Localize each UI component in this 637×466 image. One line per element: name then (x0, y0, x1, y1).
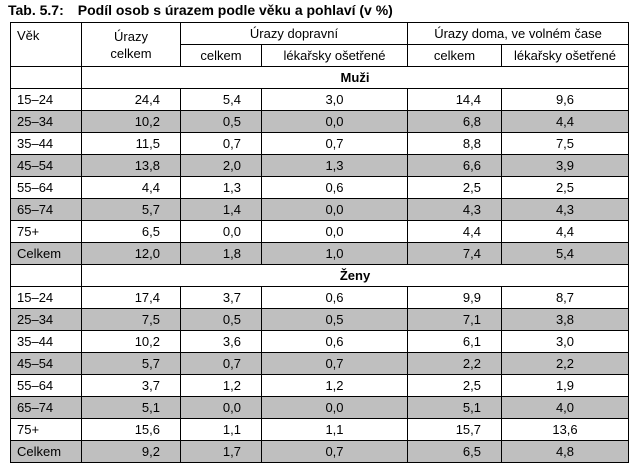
age-cell: 75+ (11, 419, 82, 441)
injury-table (10, 22, 629, 463)
home-treated-cell: 2,5 (502, 177, 629, 199)
total-cell: 24,4 (82, 89, 181, 111)
table-row (11, 155, 629, 177)
home-total-cell: 7,4 (408, 243, 502, 265)
home-treated-cell: 1,9 (502, 375, 629, 397)
table-caption: Podíl osob s úrazem podle věku a pohlaví (v %) (77, 2, 393, 18)
total-cell: 5,7 (82, 353, 181, 375)
traffic-treated-cell: 0,7 (262, 353, 408, 375)
home-treated-cell: 13,6 (502, 419, 629, 441)
group-header-row (11, 67, 629, 89)
total-cell: 17,4 (82, 287, 181, 309)
home-total-cell: 2,2 (408, 353, 502, 375)
table-row (11, 309, 629, 331)
header-total (82, 23, 181, 67)
group-name: Ženy (82, 265, 629, 287)
header-traffic-total: celkem (181, 45, 262, 67)
total-cell: 4,4 (82, 177, 181, 199)
home-total-cell: 8,8 (408, 133, 502, 155)
age-cell: 35–44 (11, 133, 82, 155)
traffic-total-cell: 1,7 (181, 441, 262, 463)
traffic-total-cell: 1,8 (181, 243, 262, 265)
home-treated-cell: 8,7 (502, 287, 629, 309)
traffic-total-cell: 1,3 (181, 177, 262, 199)
traffic-treated-cell: 0,7 (262, 441, 408, 463)
traffic-total-cell: 1,2 (181, 375, 262, 397)
age-cell: 65–74 (11, 397, 82, 419)
total-cell: 3,7 (82, 375, 181, 397)
table-title (8, 2, 393, 18)
table-row (11, 353, 629, 375)
home-total-cell: 9,9 (408, 287, 502, 309)
total-cell: 13,8 (82, 155, 181, 177)
group-name: Muži (82, 67, 629, 89)
total-cell: 10,2 (82, 111, 181, 133)
traffic-treated-cell: 1,1 (262, 419, 408, 441)
table-row (11, 375, 629, 397)
home-total-cell: 15,7 (408, 419, 502, 441)
header-home: Úrazy doma, ve volném čase (408, 23, 629, 45)
traffic-treated-cell: 0,0 (262, 221, 408, 243)
home-total-cell: 5,1 (408, 397, 502, 419)
traffic-treated-cell: 1,2 (262, 375, 408, 397)
traffic-treated-cell: 0,0 (262, 199, 408, 221)
home-total-cell: 2,5 (408, 177, 502, 199)
home-treated-cell: 3,9 (502, 155, 629, 177)
table-row (11, 441, 629, 463)
age-cell: 25–34 (11, 111, 82, 133)
age-cell: 15–24 (11, 89, 82, 111)
table-row (11, 111, 629, 133)
home-treated-cell: 4,4 (502, 111, 629, 133)
traffic-total-cell: 0,5 (181, 309, 262, 331)
home-treated-cell: 4,8 (502, 441, 629, 463)
home-treated-cell: 4,0 (502, 397, 629, 419)
age-cell: 45–54 (11, 155, 82, 177)
total-cell: 9,2 (82, 441, 181, 463)
age-cell: 45–54 (11, 353, 82, 375)
group-header-row (11, 265, 629, 287)
home-total-cell: 6,8 (408, 111, 502, 133)
traffic-treated-cell: 0,0 (262, 111, 408, 133)
age-cell: 65–74 (11, 199, 82, 221)
traffic-treated-cell: 0,0 (262, 397, 408, 419)
table-number: Tab. 5.7: (8, 2, 64, 18)
traffic-total-cell: 3,6 (181, 331, 262, 353)
table-row (11, 199, 629, 221)
home-total-cell: 6,5 (408, 441, 502, 463)
total-cell: 5,7 (82, 199, 181, 221)
age-cell: Celkem (11, 243, 82, 265)
header-traffic-treated: lékařsky ošetřené (262, 45, 408, 67)
header-traffic: Úrazy dopravní (181, 23, 408, 45)
home-treated-cell: 3,8 (502, 309, 629, 331)
traffic-total-cell: 0,0 (181, 397, 262, 419)
table-row (11, 419, 629, 441)
table-row (11, 89, 629, 111)
home-total-cell: 2,5 (408, 375, 502, 397)
traffic-total-cell: 2,0 (181, 155, 262, 177)
home-treated-cell: 4,4 (502, 221, 629, 243)
traffic-total-cell: 5,4 (181, 89, 262, 111)
age-cell: Celkem (11, 441, 82, 463)
header-total-line1: Úrazy (114, 28, 148, 44)
total-cell: 6,5 (82, 221, 181, 243)
traffic-treated-cell: 1,0 (262, 243, 408, 265)
total-cell: 10,2 (82, 331, 181, 353)
total-cell: 12,0 (82, 243, 181, 265)
age-cell: 35–44 (11, 331, 82, 353)
age-cell: 75+ (11, 221, 82, 243)
traffic-total-cell: 0,5 (181, 111, 262, 133)
traffic-total-cell: 0,0 (181, 221, 262, 243)
traffic-total-cell: 0,7 (181, 133, 262, 155)
age-cell: 15–24 (11, 287, 82, 309)
home-total-cell: 6,6 (408, 155, 502, 177)
total-cell: 5,1 (82, 397, 181, 419)
traffic-treated-cell: 0,6 (262, 177, 408, 199)
traffic-total-cell: 1,1 (181, 419, 262, 441)
total-cell: 7,5 (82, 309, 181, 331)
table-row (11, 331, 629, 353)
table-row (11, 221, 629, 243)
header-total-line2: celkem (110, 45, 152, 61)
table-row (11, 397, 629, 419)
header-row-1 (11, 23, 629, 45)
traffic-treated-cell: 0,5 (262, 309, 408, 331)
total-cell: 15,6 (82, 419, 181, 441)
traffic-treated-cell: 1,3 (262, 155, 408, 177)
home-treated-cell: 7,5 (502, 133, 629, 155)
traffic-treated-cell: 0,6 (262, 331, 408, 353)
table-row (11, 287, 629, 309)
home-total-cell: 7,1 (408, 309, 502, 331)
age-cell: 25–34 (11, 309, 82, 331)
header-home-total: celkem (408, 45, 502, 67)
table-row (11, 243, 629, 265)
total-cell: 11,5 (82, 133, 181, 155)
traffic-treated-cell: 0,7 (262, 133, 408, 155)
traffic-total-cell: 1,4 (181, 199, 262, 221)
traffic-treated-cell: 0,6 (262, 287, 408, 309)
group-blank-cell (11, 67, 82, 89)
group-blank-cell (11, 265, 82, 287)
home-total-cell: 14,4 (408, 89, 502, 111)
home-total-cell: 4,4 (408, 221, 502, 243)
header-home-treated: lékařsky ošetřené (502, 45, 629, 67)
table-row (11, 133, 629, 155)
traffic-total-cell: 0,7 (181, 353, 262, 375)
header-age: Věk (11, 23, 82, 67)
home-treated-cell: 9,6 (502, 89, 629, 111)
home-treated-cell: 2,2 (502, 353, 629, 375)
traffic-treated-cell: 3,0 (262, 89, 408, 111)
home-total-cell: 6,1 (408, 331, 502, 353)
age-cell: 55–64 (11, 375, 82, 397)
home-treated-cell: 5,4 (502, 243, 629, 265)
traffic-total-cell: 3,7 (181, 287, 262, 309)
home-total-cell: 4,3 (408, 199, 502, 221)
home-treated-cell: 3,0 (502, 331, 629, 353)
table-row (11, 177, 629, 199)
home-treated-cell: 4,3 (502, 199, 629, 221)
age-cell: 55–64 (11, 177, 82, 199)
